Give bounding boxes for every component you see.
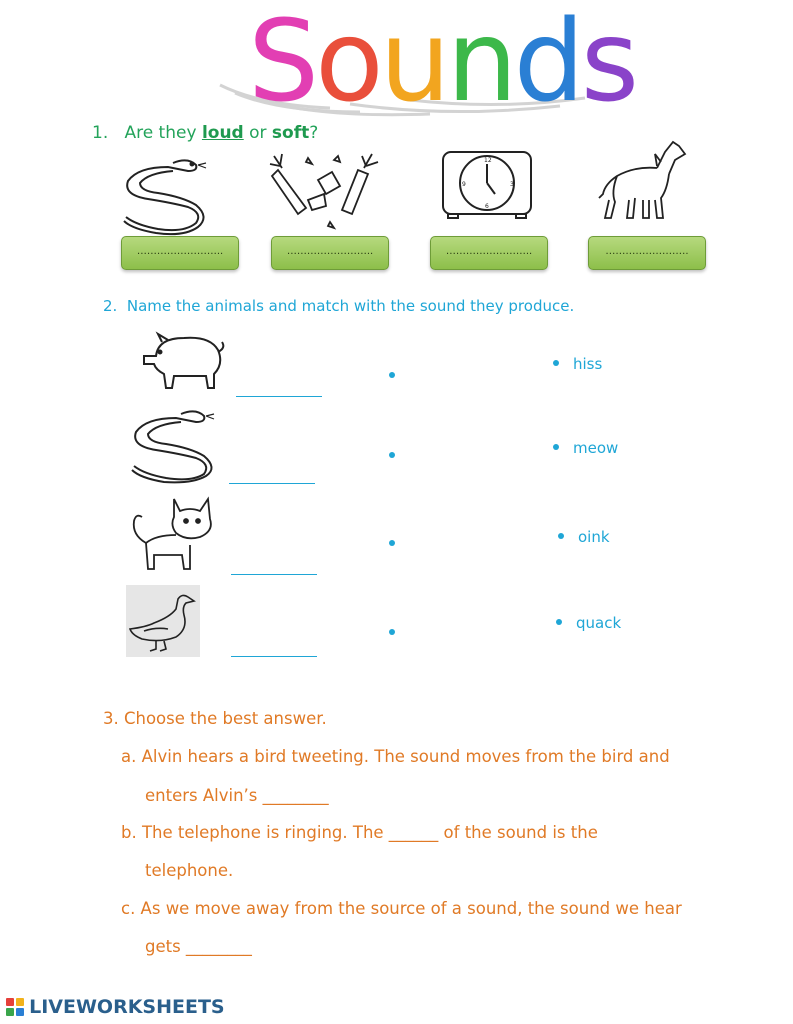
worksheet-title [200,0,636,127]
question-3c-line2[interactable]: gets ________ [145,937,252,956]
question-3-heading: 3. Choose the best answer. [103,709,327,728]
svg-text:6: 6 [485,203,489,210]
question-text-or: or [243,123,272,143]
question-3b-line1[interactable]: b. The telephone is ringing. The ______ of the sound is the [121,823,598,842]
word-loud: loud [201,123,244,143]
question-mark: ? [309,123,319,143]
sound-option-4[interactable] [556,614,621,632]
question-number: 1. [92,123,109,143]
match-dot-left-4[interactable] [389,629,395,635]
liveworksheets-logo-icon [6,998,24,1016]
title-text [248,0,635,127]
match-dot-right[interactable] [553,444,559,450]
snake-icon [118,155,213,235]
fireworks-icon [268,150,393,240]
sound-option-1[interactable] [553,355,602,373]
question-3a-line1: a. Alvin hears a bird tweeting. The sound moves from the bird and [121,747,670,766]
answer-blank-2[interactable] [229,483,315,484]
match-dot-right[interactable] [553,360,559,366]
title-letter: d [513,0,581,127]
sound-option-3[interactable] [558,528,610,546]
alarm-clock-icon [440,148,535,220]
svg-text:3: 3 [510,181,514,188]
answer-box-3[interactable]: …………………….. [430,236,548,270]
cat-icon [126,495,216,573]
sound-label: quack [576,614,622,632]
question-text: Are they [124,123,202,143]
answer-blank-1[interactable] [236,396,322,397]
answer-blank-4[interactable] [231,656,317,657]
question-3a-line2[interactable]: enters Alvin’s ________ [145,786,329,805]
sound-label: meow [573,439,619,457]
match-dot-right[interactable] [558,533,564,539]
footer-brand[interactable] [6,996,225,1020]
answer-blank-3[interactable] [231,574,317,575]
snake-icon [126,406,221,484]
question-3c-line1: c. As we move away from the source of a sound, the sound we hear [121,899,682,918]
howling-wolf-icon [595,138,690,223]
sound-label: hiss [573,355,603,373]
svg-text:12: 12 [484,157,492,164]
match-dot-left-2[interactable] [389,452,395,458]
pig-icon [140,330,228,392]
question-2 [103,297,574,315]
word-soft: soft [271,123,310,143]
title-letter: S [248,0,316,127]
question-number: 2. [103,297,118,315]
title-letter: u [379,0,447,127]
question-3b-line2: telephone. [145,861,234,880]
sound-label: oink [578,528,610,546]
answer-box-1[interactable]: …………………….. [121,236,239,270]
title-letter: n [446,0,514,127]
answer-box-2[interactable]: …………………….. [271,236,389,270]
sound-option-2[interactable] [553,439,618,457]
question-text: Name the animals and match with the sound they produce. [126,297,575,315]
duck-icon [126,585,200,657]
svg-text:9: 9 [462,181,466,188]
answer-box-4[interactable]: ……………………. [588,236,706,270]
title-letter: s [580,0,636,127]
match-dot-left-1[interactable] [389,372,395,378]
question-1 [92,123,318,143]
title-letter: o [315,0,380,127]
match-dot-left-3[interactable] [389,540,395,546]
match-dot-right[interactable] [556,619,562,625]
footer-brand-text: LIVEWORKSHEETS [29,996,225,1018]
